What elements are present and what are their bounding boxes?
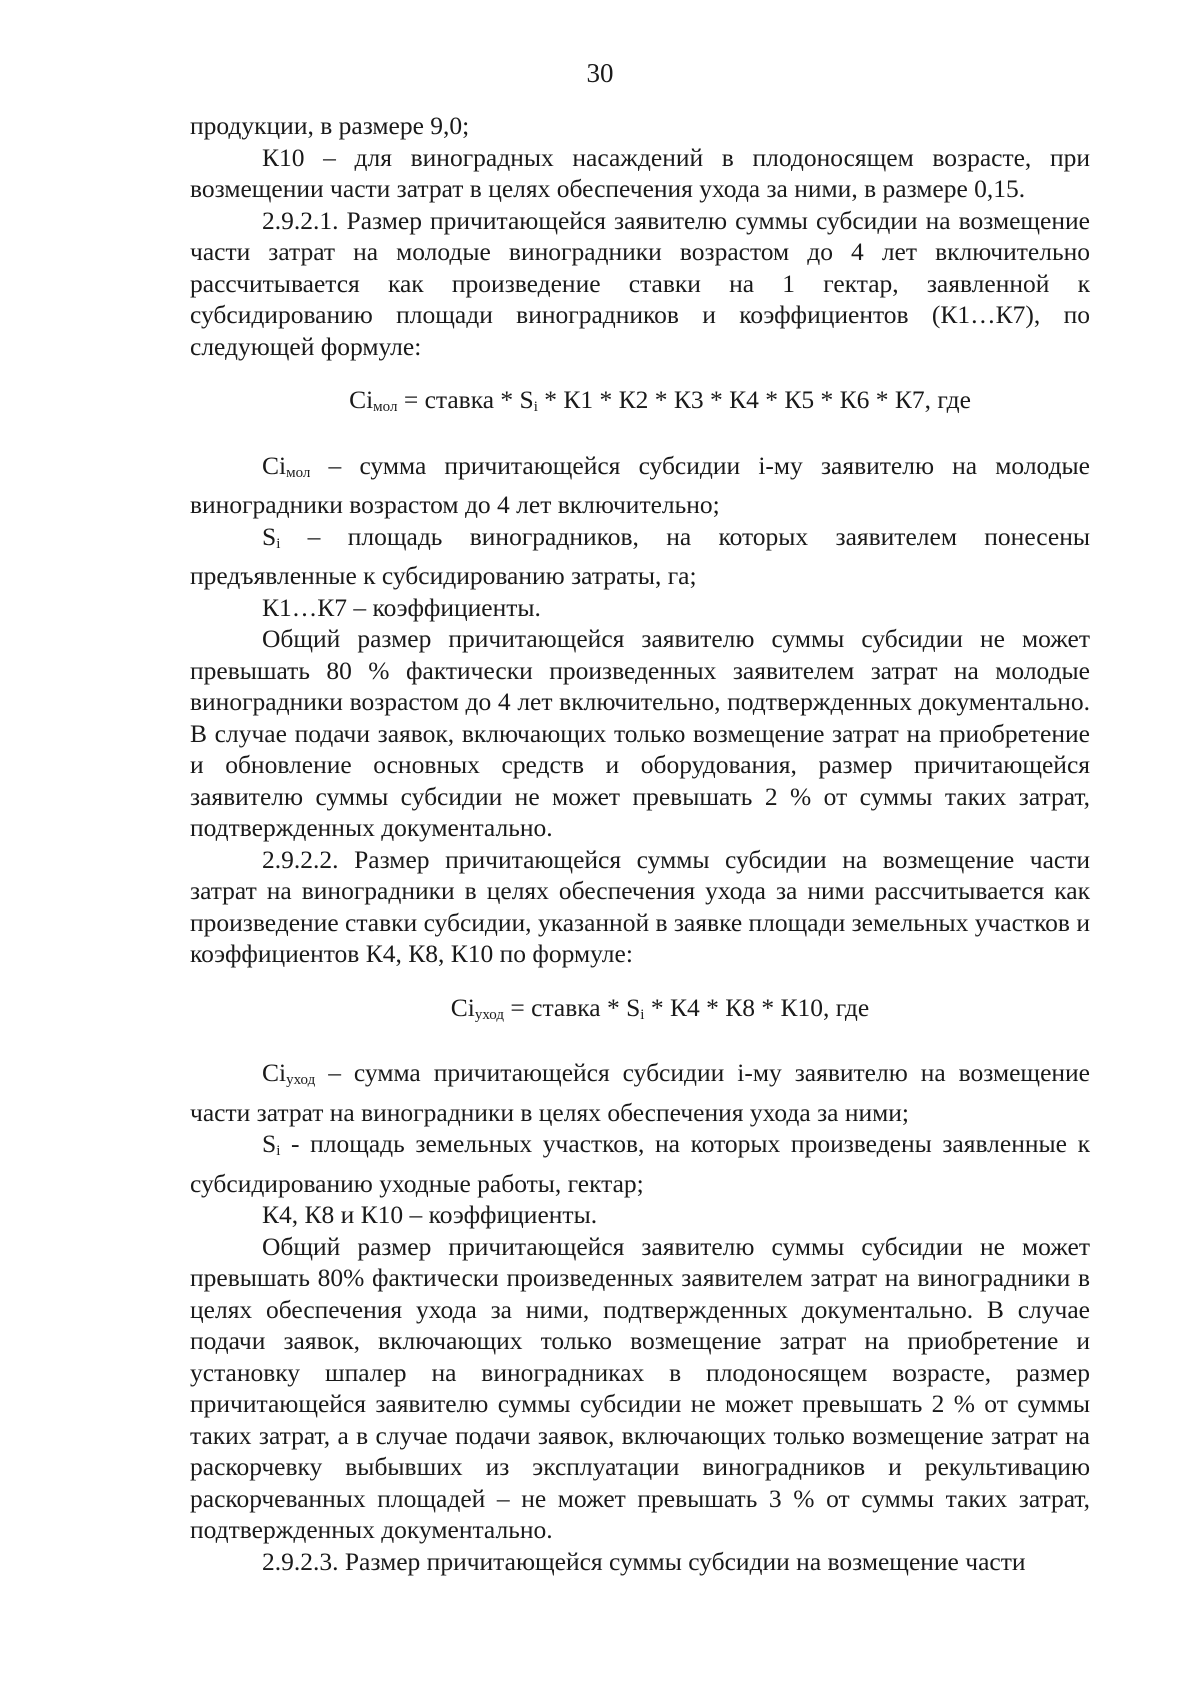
paragraph-limit-young: Общий размер причитающейся заявителю суммы субсидии не может превышать 80 % фактически произведенных заявителем затрат на молодые виноградники возрастом до 4 лет включительно, подтвержденных документально. В случае подачи заявок, включающих только возмещение затрат на приобретение и обновление основных средств и оборудования, размер причитающейся заявителю суммы субсидии не может превышать 2 % от суммы таких затрат, подтвержденных документально. bbox=[190, 624, 1090, 842]
page-number: 30 bbox=[586, 58, 614, 88]
definition-ci-mol: $Сi_{мол}$ – сумма причитающейся субсидии i-му заявителю на молодые виноградники возрастом до 4 лет включительно; bbox=[190, 450, 1090, 519]
paragraph-limit-care: Общий размер причитающейся заявителю суммы субсидии не может превышать 80% фактически произведенных заявителем затрат на виноградники в целях обеспечения ухода за ними, подтвержденных документально. В случае подачи заявок, включающих только возмещение затрат на приобретение и установку шпалер на виноградниках в плодоносящем возрасте, размер причитающейся заявителю суммы субсидии не может превышать 2 % от суммы таких затрат, а в случае подачи заявок, включающих только возмещение затрат на раскорчевку выбывших из эксплуатации виноградников и рекультивацию раскорчеванных площадей – не может превышать 3 % от суммы таких затрат, подтвержденных документально. bbox=[190, 1231, 1090, 1544]
formula-young-vineyards: $Сi_{мол}$ = ставка * $S_i * К1 * К2 * К3 * К4 * К5 * К6 * К7$, где bbox=[349, 385, 971, 415]
paragraph-continuation: продукции, в размере 9,0; bbox=[190, 111, 470, 140]
definition-k4-k8-k10: К4, К8 и К10 – коэффициенты. bbox=[262, 1200, 598, 1229]
paragraph-2-9-2-3: 2.9.2.3. Размер причитающейся суммы субсидии на возмещение части bbox=[262, 1546, 1026, 1576]
formula-care: $Сi_{уход}$ = ставка * $S_i * К4 * К8 * К10$, где bbox=[450, 992, 870, 1023]
definition-si-area: $S_i$ – площадь виноградников, на которых заявителем понесены предъявленные к субсидированию затраты, га; bbox=[190, 521, 1090, 590]
definition-si-land: $S_i$ - площадь земельных участков, на которых произведены заявленные к субсидированию уходные работы, гектар; bbox=[190, 1129, 1090, 1198]
paragraph-2-9-2-2: 2.9.2.2. Размер причитающейся суммы субсидии на возмещение части затрат на виноградники в целях обеспечения ухода за ними рассчитывается как произведение ставки субсидии, указанной в заявке площади земельных участков и коэффициентов К4, К8, К10 по формуле: bbox=[190, 844, 1090, 968]
definition-ci-care: $Сi_{уход}$ – сумма причитающейся субсидии i-му заявителю на возмещение части затрат на виноградники в целях обеспечения ухода за ними; bbox=[190, 1058, 1090, 1127]
paragraph-2-9-2-1: 2.9.2.1. Размер причитающейся заявителю суммы субсидии на возмещение части затрат на молодые виноградники возрастом до 4 лет включительно рассчитывается как произведение ставки на 1 гектар, заявленной к субсидированию площади виноградников и коэффициентов (К1…К7), по следующей формуле: bbox=[190, 205, 1090, 361]
paragraph-k10: К10 – для виноградных насаждений в плодоносящем возрасте, при возмещении части затрат в целях обеспечения ухода за ними, в размере 0,15. bbox=[190, 142, 1090, 203]
document-body bbox=[190, 110, 1090, 1577]
definition-k1-k7: К1…К7 – коэффициенты. bbox=[262, 592, 541, 622]
